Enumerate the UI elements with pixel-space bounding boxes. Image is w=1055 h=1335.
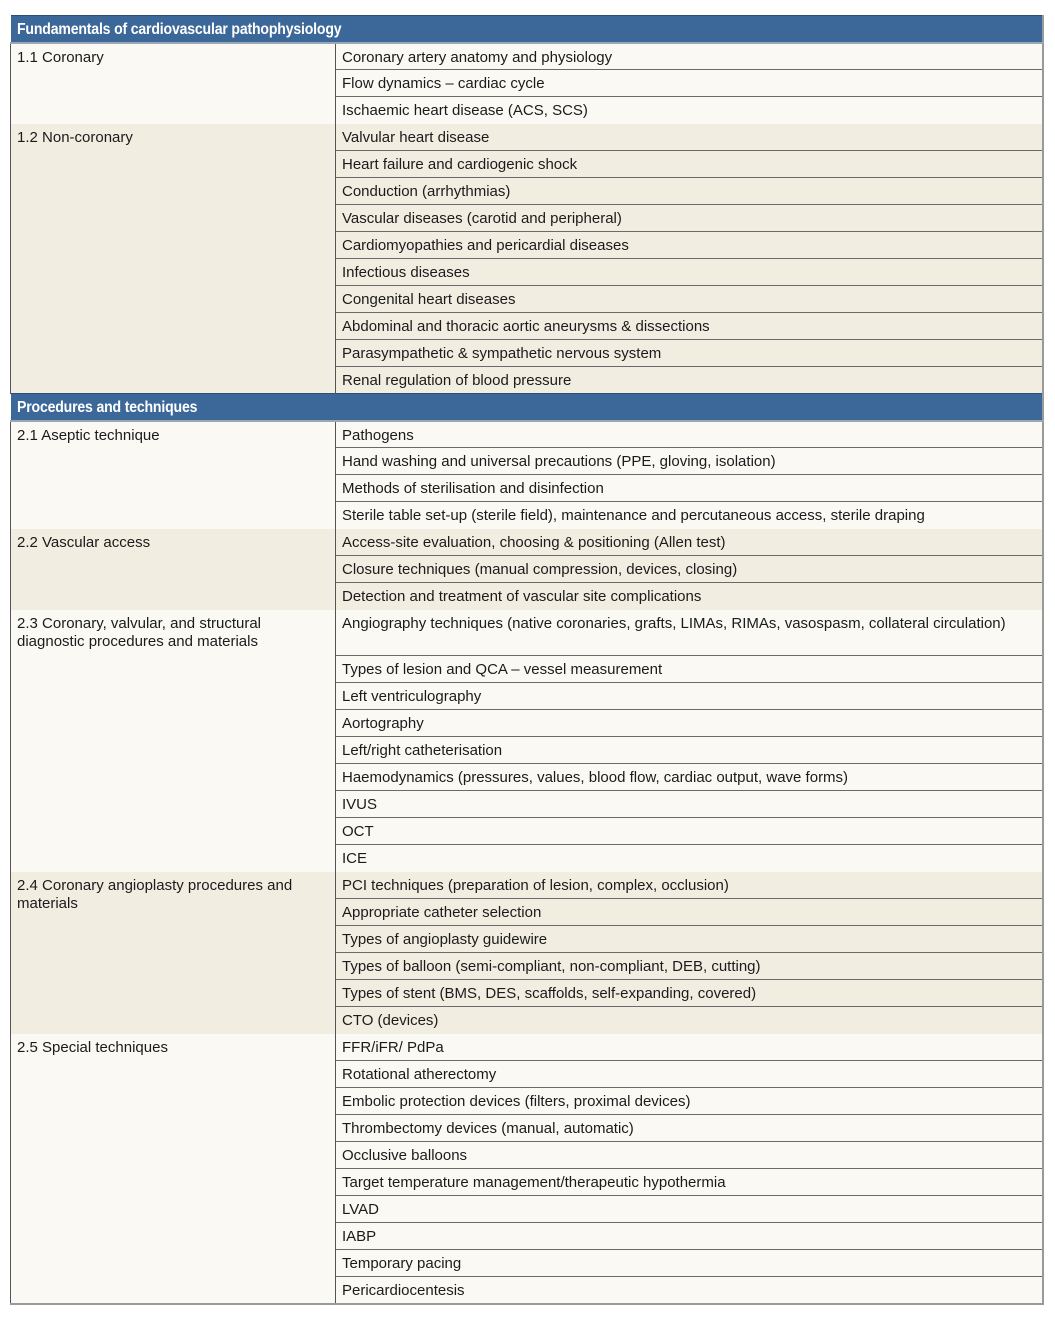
topic-item: Aortography [336, 710, 1044, 737]
topic-item: Congenital heart diseases [336, 286, 1044, 313]
section-header [11, 16, 1044, 43]
table-row [11, 43, 1044, 70]
topic-item: Thrombectomy devices (manual, automatic) [336, 1115, 1044, 1142]
section-header [11, 394, 1044, 421]
topic-item: Conduction (arrhythmias) [336, 178, 1044, 205]
topic-item: Cardiomyopathies and pericardial diseases [336, 232, 1044, 259]
curriculum-table [10, 15, 1044, 1305]
topic-item: LVAD [336, 1196, 1044, 1223]
topic-item: Types of stent (BMS, DES, scaffolds, self-expanding, covered) [336, 980, 1044, 1007]
topic-item: Appropriate catheter selection [336, 899, 1044, 926]
group-label: 2.5 Special techniques [11, 1034, 336, 1304]
topic-item: Closure techniques (manual compression, devices, closing) [336, 556, 1044, 583]
table-row [11, 872, 1044, 899]
table-row [11, 1034, 1044, 1061]
topic-item: Valvular heart disease [336, 124, 1044, 151]
topic-item: Coronary artery anatomy and physiology [336, 43, 1044, 70]
topic-item: OCT [336, 818, 1044, 845]
topic-item: Parasympathetic & sympathetic nervous system [336, 340, 1044, 367]
topic-item: Ischaemic heart disease (ACS, SCS) [336, 97, 1044, 124]
topic-item: Pericardiocentesis [336, 1277, 1044, 1304]
section-header-row [11, 394, 1044, 421]
group-label: 1.2 Non-coronary [11, 124, 336, 394]
topic-item: Haemodynamics (pressures, values, blood flow, cardiac output, wave forms) [336, 764, 1044, 791]
topic-item: Methods of sterilisation and disinfection [336, 475, 1044, 502]
topic-item: Temporary pacing [336, 1250, 1044, 1277]
topic-item: Hand washing and universal precautions (PPE, gloving, isolation) [336, 448, 1044, 475]
topic-item: Types of balloon (semi-compliant, non-compliant, DEB, cutting) [336, 953, 1044, 980]
section-title: Procedures and techniques [16, 399, 197, 416]
topic-item: Heart failure and cardiogenic shock [336, 151, 1044, 178]
topic-item: FFR/iFR/ PdPa [336, 1034, 1044, 1061]
table-row [11, 421, 1044, 448]
group-label: 2.2 Vascular access [11, 529, 336, 610]
topic-item: Rotational atherectomy [336, 1061, 1044, 1088]
topic-item: Detection and treatment of vascular site complications [336, 583, 1044, 610]
group-label: 2.4 Coronary angioplasty procedures and materials [11, 872, 336, 1034]
group-label: 2.1 Aseptic technique [11, 421, 336, 529]
topic-item: PCI techniques (preparation of lesion, complex, occlusion) [336, 872, 1044, 899]
topic-item: Left ventriculography [336, 683, 1044, 710]
group-label: 1.1 Coronary [11, 43, 336, 124]
topic-item: Vascular diseases (carotid and peripheral) [336, 205, 1044, 232]
topic-item: Pathogens [336, 421, 1044, 448]
topic-item: Types of lesion and QCA – vessel measurement [336, 656, 1044, 683]
topic-item: Access-site evaluation, choosing & positioning (Allen test) [336, 529, 1044, 556]
topic-item: IVUS [336, 791, 1044, 818]
table-row [11, 124, 1044, 151]
section-header-row [11, 16, 1044, 43]
topic-item: Occlusive balloons [336, 1142, 1044, 1169]
topic-item: Flow dynamics – cardiac cycle [336, 70, 1044, 97]
topic-item: ICE [336, 845, 1044, 872]
table-row [11, 529, 1044, 556]
topic-item: Embolic protection devices (filters, proximal devices) [336, 1088, 1044, 1115]
topic-item: Infectious diseases [336, 259, 1044, 286]
topic-item: CTO (devices) [336, 1007, 1044, 1034]
section-title: Fundamentals of cardiovascular pathophysiology [16, 21, 341, 38]
topic-item: Target temperature management/therapeutic hypothermia [336, 1169, 1044, 1196]
table-row [11, 610, 1044, 656]
topic-item: Abdominal and thoracic aortic aneurysms & dissections [336, 313, 1044, 340]
topic-item: Renal regulation of blood pressure [336, 367, 1044, 394]
topic-item: IABP [336, 1223, 1044, 1250]
topic-item: Angiography techniques (native coronaries, grafts, LIMAs, RIMAs, vasospasm, collateral circulation) [336, 610, 1044, 656]
topic-item: Sterile table set-up (sterile field), maintenance and percutaneous access, sterile draping [336, 502, 1044, 529]
topic-item: Left/right catheterisation [336, 737, 1044, 764]
group-label: 2.3 Coronary, valvular, and structural diagnostic procedures and materials [11, 610, 336, 872]
topic-item: Types of angioplasty guidewire [336, 926, 1044, 953]
